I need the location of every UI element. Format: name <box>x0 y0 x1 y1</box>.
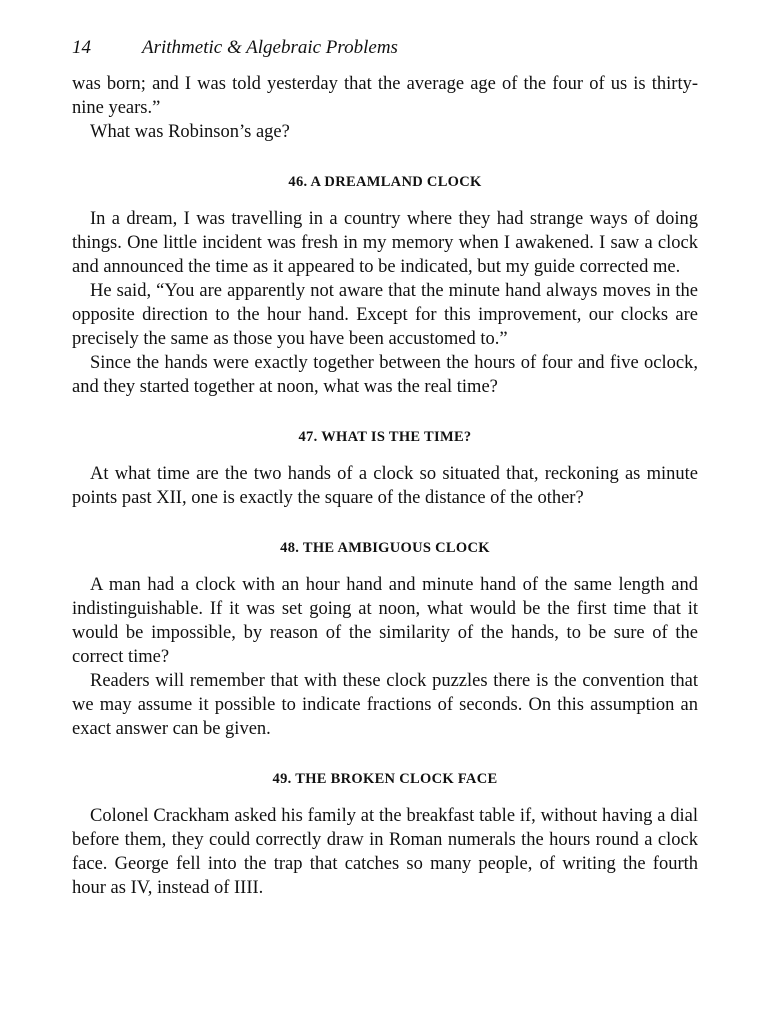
running-title: Arithmetic & Algebraic Problems <box>142 37 398 58</box>
page-number: 14 <box>72 37 91 58</box>
continuation-question: What was Robinson’s age? <box>90 122 290 142</box>
section-46-paragraph-1: In a dream, I was travelling in a country where they had strange ways of doing things. One little incident was fresh in my memory when I awakened. I saw a clock and announced the time as it appeared to be indicated, but my guide corrected me. <box>72 209 698 277</box>
section-47-paragraph-1: At what time are the two hands of a clock so situated that, reckoning as minute points past XII, one is exactly the square of the distance of the other? <box>72 464 698 508</box>
section-48-paragraph-1: A man had a clock with an hour hand and minute hand of the same length and indistinguishable. If it was set going at noon, what would be the first time that it would be impossible, by reason of the similarity of the hands, to be sure of the correct time? <box>72 575 698 667</box>
book-page <box>72 36 698 900</box>
section-48-paragraph-2: Readers will remember that with these clock puzzles there is the convention that we may assume it possible to indicate fractions of seconds. On this assumption an exact answer can be given. <box>72 671 698 739</box>
section-46-paragraph-3: Since the hands were exactly together between the hours of four and five oclock, and they started together at noon, what was the real time? <box>72 353 698 397</box>
section-heading-48: 48. THE AMBIGUOUS CLOCK <box>280 540 490 556</box>
running-head <box>72 36 698 60</box>
continuation-paragraph: was born; and I was told yesterday that the average age of the four of us is thirty-nine years.” <box>72 74 698 118</box>
section-46-paragraph-2: He said, “You are apparently not aware that the minute hand always moves in the opposite direction to the hour hand. Except for this improvement, our clocks are precisely the same as those you have been accustomed to.” <box>72 281 698 349</box>
section-heading-47: 47. WHAT IS THE TIME? <box>298 429 472 445</box>
section-heading-49: 49. THE BROKEN CLOCK FACE <box>272 771 498 787</box>
continuation-block <box>72 72 698 144</box>
section-heading-46: 46. A DREAMLAND CLOCK <box>288 174 482 190</box>
section-49-paragraph-1: Colonel Crackham asked his family at the breakfast table if, without having a dial before them, they could correctly draw in Roman numerals the hours round a clock face. George fell into the trap that catches so many people, of writing the fourth hour as IV, instead of IIII. <box>72 806 698 898</box>
